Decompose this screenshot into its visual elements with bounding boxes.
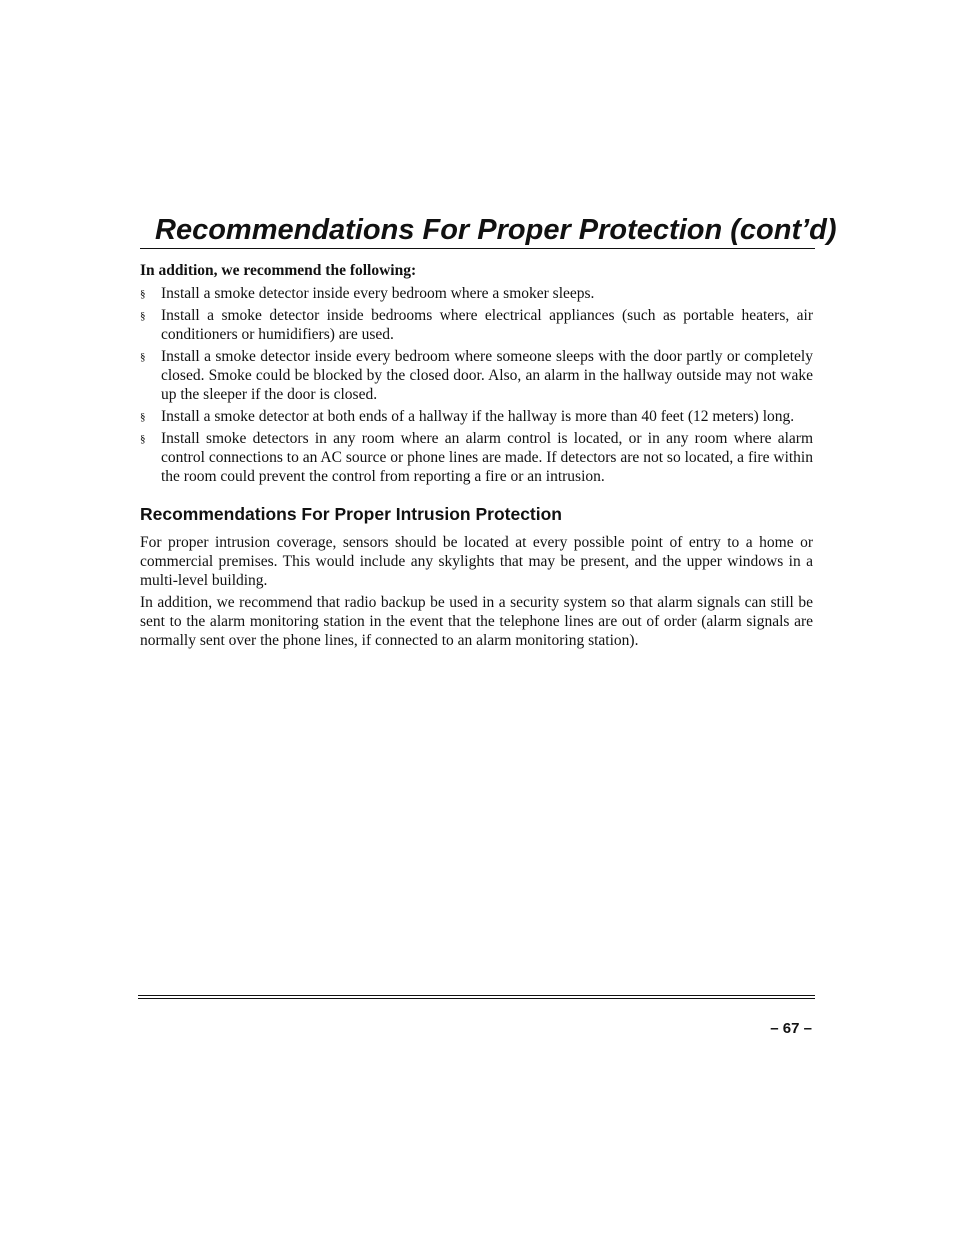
page-number: – 67 – (770, 1020, 812, 1037)
list-item-text: Install a smoke detector at both ends of a hallway if the hallway is more than 40 feet (12 meters) long. (161, 408, 795, 425)
list-item (140, 306, 813, 344)
section-sign-icon: § (140, 288, 146, 300)
intrusion-paragraph: For proper intrusion coverage, sensors should be located at every possible point of entry to a home or commercial premises. This would include any skylights that may be present, and the upper windows in a multi-level building. (140, 534, 813, 589)
page-title: Recommendations For Proper Protection (cont’d) (155, 214, 837, 246)
intrusion-heading: Recommendations For Proper Intrusion Protection (140, 504, 562, 524)
smoke-recommendation-list (140, 284, 813, 486)
list-item (140, 347, 813, 404)
smoke-intro: In addition, we recommend the following: (140, 262, 417, 279)
section-sign-icon: § (140, 310, 146, 322)
list-item-text: Install smoke detectors in any room where an alarm control is located, or in any room where alarm control connections to an AC source or phone lines are made. If detectors are not so located, a fire within the room could prevent the control from reporting a fire or an intrusion. (161, 430, 813, 485)
footer-divider (138, 995, 815, 996)
page-content (140, 260, 813, 653)
list-item-text: Install a smoke detector inside bedrooms where electrical appliances (such as portable heaters, air conditioners or humidifiers) are used. (161, 307, 813, 343)
list-item (140, 284, 813, 303)
footer-divider (138, 998, 815, 999)
intrusion-paragraph: In addition, we recommend that radio backup be used in a security system so that alarm signals can still be sent to the alarm monitoring station in the event that the telephone lines are out of order (alarm signals are normally sent over the phone lines, if connected to an alarm monitoring station). (140, 594, 813, 649)
list-item (140, 407, 813, 426)
section-sign-icon: § (140, 411, 146, 423)
list-item-text: Install a smoke detector inside every bedroom where a smoker sleeps. (161, 285, 595, 302)
section-sign-icon: § (140, 351, 146, 363)
list-item (140, 429, 813, 486)
section-sign-icon: § (140, 433, 146, 445)
title-divider (140, 248, 815, 249)
list-item-text: Install a smoke detector inside every bedroom where someone sleeps with the door partly or completely closed. Smoke could be blocked by the closed door. Also, an alarm in the hallway outside may not wake up the sleeper if the door is closed. (161, 348, 813, 403)
